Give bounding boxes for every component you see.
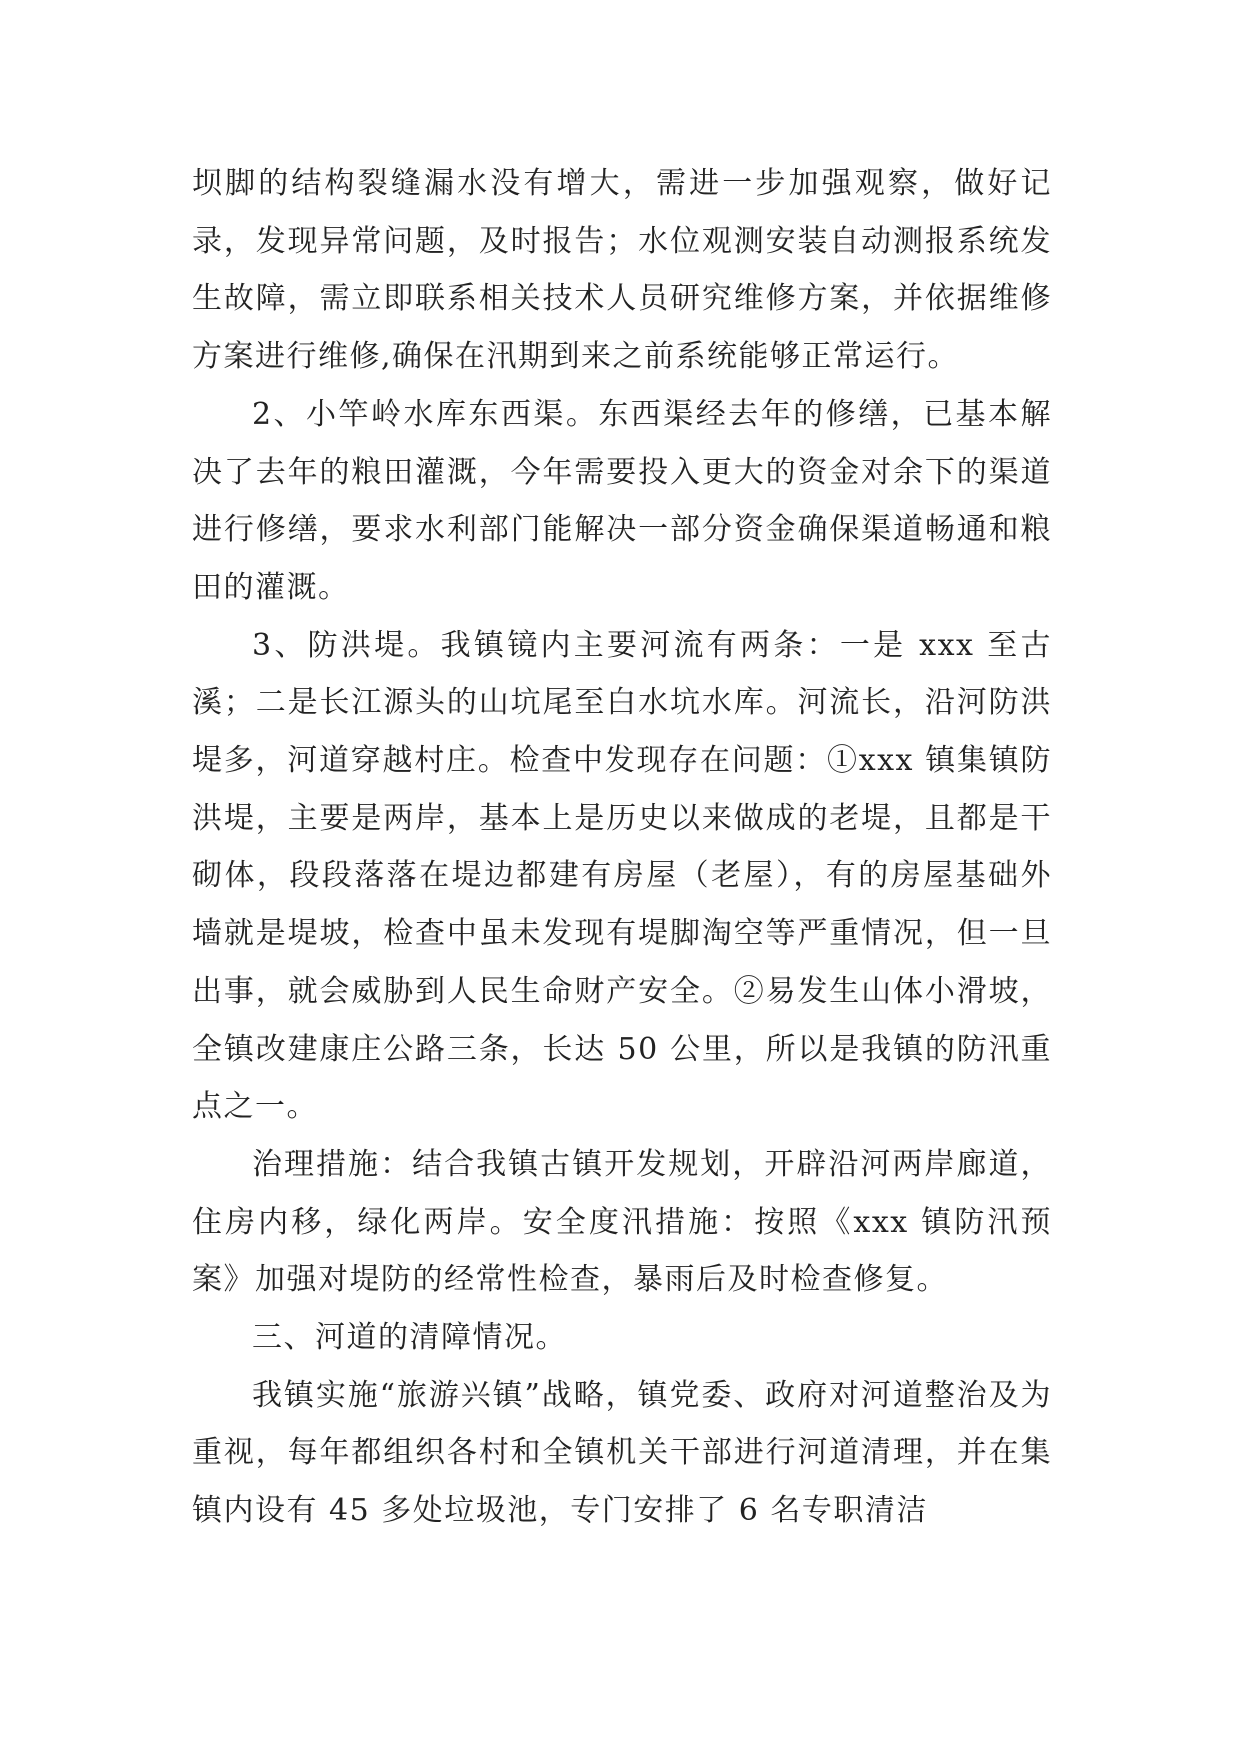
paragraph-treatment-measures: 治理措施：结合我镇古镇开发规划，开辟沿河两岸廊道，住房内移，绿化两岸。安全度汛措施：按照《xxx 镇防汛预案》加强对堤防的经常性检查，暴雨后及时检查修复。	[192, 1146, 1052, 1298]
paragraph-flood-embankment: 3、防洪堤。我镇镜内主要河流有两条：一是 xxx 至古溪；二是长江源头的山坑尾至白水坑水库。河流长，沿河防洪堤多，河道穿越村庄。检查中发现存在问题：①xxx 镇集镇防洪堤，主要是两岸，基本上是历史以来做成的老堤，且都是干砌体，段段落落在堤边都建有房屋（老屋），有的房屋基础外墙就是堤坡，检查中虽未发现有堤脚淘空等严重情况，但一旦出事，就会威胁到人民生命财产安全。②易发生山体小滑坡，全镇改建康庄公路三条，长达 50 公里，所以是我镇的防汛重点之一。	[192, 627, 1052, 1125]
paragraph-tourism-strategy: 我镇实施“旅游兴镇”战略，镇党委、政府对河道整治及为重视，每年都组织各村和全镇机关干部进行河道清理，并在集镇内设有 45 多处垃圾池，专门安排了 6 名专职清洁	[192, 1377, 1052, 1529]
paragraph-dam-observation: 坝脚的结构裂缝漏水没有增大，需进一步加强观察，做好记录，发现异常问题，及时报告；水位观测安装自动测报系统发生故障，需立即联系相关技术人员研究维修方案，并依据维修方案进行维修,确保在汛期到来之前系统能够正常运行。	[192, 166, 1052, 375]
document-page	[192, 155, 1052, 1540]
section-heading-river-clearing: 三、河道的清障情况。	[252, 1320, 567, 1356]
paragraph-east-west-canal: 2、小竿岭水库东西渠。东西渠经去年的修缮，已基本解决了去年的粮田灌溉，今年需要投入更大的资金对余下的渠道进行修缮，要求水利部门能解决一部分资金确保渠道畅通和粮田的灌溉。	[192, 396, 1052, 605]
